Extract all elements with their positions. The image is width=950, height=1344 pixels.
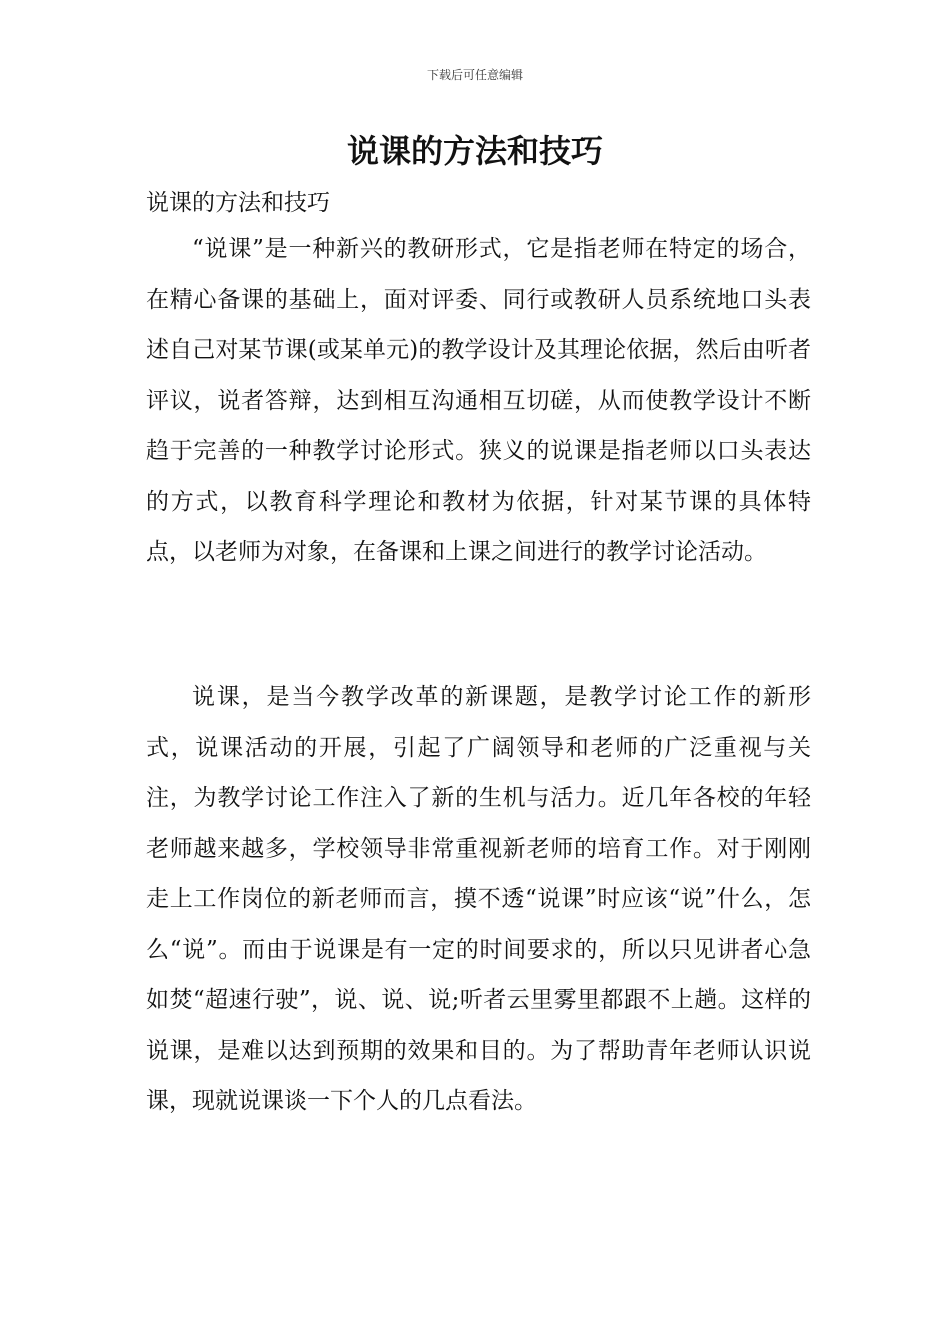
body-paragraph-1: “说课”是一种新兴的教研形式，它是指老师在特定的场合，在精心备课的基础上，面对评委、同行或教研人员系统地口头表述自己对某节课(或某单元)的教学设计及其理论依据，然后由听者评议，说者答辩，达到相互沟通相互切磋，从而使教学设计不断趋于完善的一种教学讨论形式。狭义的说课是指老师以口头表达的方式，以教育科学理论和教材为依据，针对某节课的具体特点，以老师为对象，在备课和上课之间进行的教学讨论活动。: [146, 236, 811, 565]
body-paragraph-2: 说课，是当今教学改革的新课题，是教学讨论工作的新形式，说课活动的开展，引起了广阔领导和老师的广泛重视与关注，为教学讨论工作注入了新的生机与活力。近几年各校的年轻老师越来越多，学校领导非常重视新老师的培育工作。对于刚刚走上工作岗位的新老师而言，摸不透“说课”时应该“说”什么，怎么“说”。而由于说课是有一定的时间要求的，所以只见讲者心急如焚“超速行驶”，说、说、说;听者云里雾里都跟不上趟。这样的说课，是难以达到预期的效果和目的。为了帮助青年老师认识说课，现就说课谈一下个人的几点看法。: [146, 684, 811, 1114]
document-subtitle: 说课的方法和技巧: [146, 190, 330, 216]
header-note: 下载后可任意编辑: [426, 68, 523, 82]
page-title: 说课的方法和技巧: [346, 132, 603, 170]
